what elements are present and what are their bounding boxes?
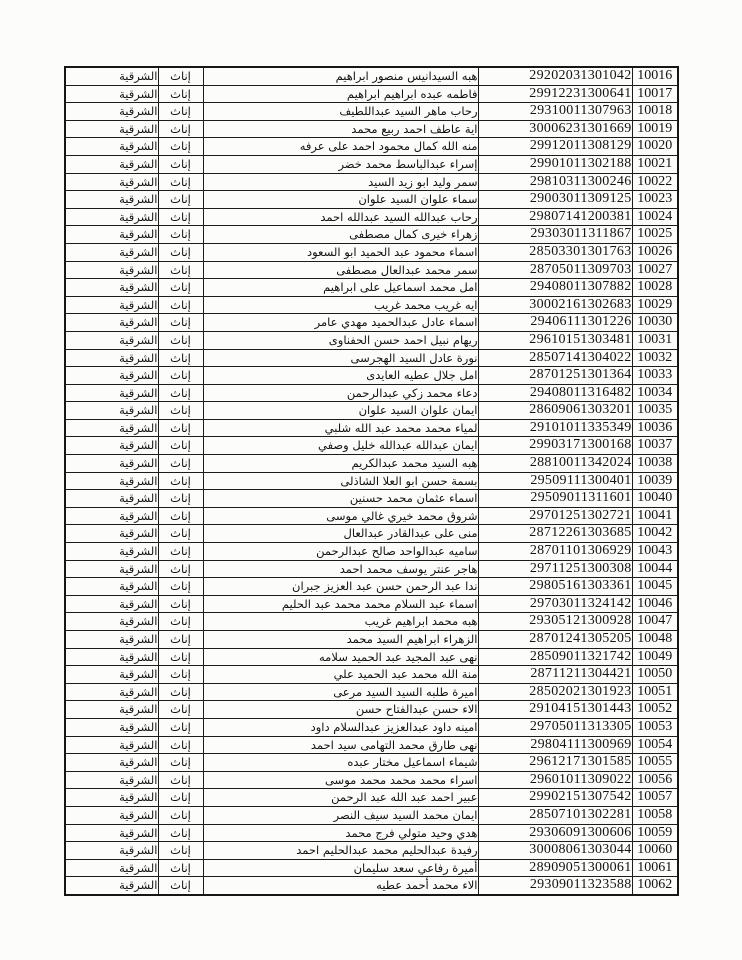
table-row — [65, 191, 678, 209]
name-cell: الزهراء ابراهيم السيد محمد — [203, 631, 478, 649]
region-cell: الشرقية — [65, 155, 158, 173]
table-row — [65, 754, 678, 772]
name-cell: اية عاطف احمد ربيع محمد — [203, 120, 478, 138]
gender-cell: إناث — [158, 279, 203, 297]
name-cell: امينه داود عبدالعزيز عبدالسلام داود — [203, 718, 478, 736]
table-row — [65, 507, 678, 525]
gender-cell: إناث — [158, 367, 203, 385]
name-cell: هبه السيدانيس منصور ابراهيم — [203, 67, 478, 85]
table-row — [65, 437, 678, 455]
serial-cell: 10022 — [632, 173, 678, 191]
table-row — [65, 402, 678, 420]
gender-cell: إناث — [158, 243, 203, 261]
region-cell: الشرقية — [65, 349, 158, 367]
serial-cell: 10042 — [632, 525, 678, 543]
region-cell: الشرقية — [65, 718, 158, 736]
national-id-cell: 29305121300928 — [478, 613, 632, 631]
gender-cell: إناث — [158, 191, 203, 209]
name-cell: منة الله محمد عبد الحميد علي — [203, 666, 478, 684]
gender-cell: إناث — [158, 859, 203, 877]
name-cell: رحاب عبدالله السيد عبدالله احمد — [203, 208, 478, 226]
gender-cell: إناث — [158, 842, 203, 860]
gender-cell: إناث — [158, 208, 203, 226]
serial-cell: 10044 — [632, 560, 678, 578]
gender-cell: إناث — [158, 419, 203, 437]
name-cell: الاء حسن عبدالفتاح حسن — [203, 701, 478, 719]
table-row — [65, 208, 678, 226]
region-cell: الشرقية — [65, 631, 158, 649]
serial-cell: 10043 — [632, 543, 678, 561]
table-row — [65, 648, 678, 666]
serial-cell: 10018 — [632, 103, 678, 121]
name-cell: ساميه عبدالواحد صالح عبدالرحمن — [203, 543, 478, 561]
roster-table — [64, 66, 679, 896]
serial-cell: 10028 — [632, 279, 678, 297]
table-row — [65, 243, 678, 261]
gender-cell: إناث — [158, 631, 203, 649]
national-id-cell: 28701251301364 — [478, 367, 632, 385]
name-cell: شيماء اسماعيل مختار عبده — [203, 754, 478, 772]
region-cell: الشرقية — [65, 877, 158, 895]
national-id-cell: 28509011321742 — [478, 648, 632, 666]
gender-cell: إناث — [158, 490, 203, 508]
table-row — [65, 877, 678, 895]
region-cell: الشرقية — [65, 859, 158, 877]
serial-cell: 10024 — [632, 208, 678, 226]
table-row — [65, 314, 678, 332]
serial-cell: 10034 — [632, 384, 678, 402]
table-row — [65, 613, 678, 631]
national-id-cell: 29612171301585 — [478, 754, 632, 772]
table-row — [65, 138, 678, 156]
gender-cell: إناث — [158, 138, 203, 156]
region-cell: الشرقية — [65, 103, 158, 121]
gender-cell: إناث — [158, 437, 203, 455]
name-cell: نورة عادل السيد الهجرسى — [203, 349, 478, 367]
serial-cell: 10060 — [632, 842, 678, 860]
serial-cell: 10020 — [632, 138, 678, 156]
region-cell: الشرقية — [65, 279, 158, 297]
name-cell: اسماء عادل عبدالحميد مهدي عامر — [203, 314, 478, 332]
gender-cell: إناث — [158, 718, 203, 736]
serial-cell: 10046 — [632, 595, 678, 613]
gender-cell: إناث — [158, 155, 203, 173]
national-id-cell: 29805161303361 — [478, 578, 632, 596]
serial-cell: 10057 — [632, 789, 678, 807]
national-id-cell: 28609061303201 — [478, 402, 632, 420]
region-cell: الشرقية — [65, 683, 158, 701]
national-id-cell: 29703011324142 — [478, 595, 632, 613]
gender-cell: إناث — [158, 701, 203, 719]
name-cell: ندا عبد الرحمن حسن عبد العزيز جبران — [203, 578, 478, 596]
gender-cell: إناث — [158, 877, 203, 895]
national-id-cell: 28909051300061 — [478, 859, 632, 877]
gender-cell: إناث — [158, 595, 203, 613]
national-id-cell: 29101011335349 — [478, 419, 632, 437]
table-row — [65, 349, 678, 367]
gender-cell: إناث — [158, 666, 203, 684]
national-id-cell: 28701241305205 — [478, 631, 632, 649]
gender-cell: إناث — [158, 103, 203, 121]
name-cell: نهى طارق محمد التهامى سيد احمد — [203, 736, 478, 754]
national-id-cell: 28711211304421 — [478, 666, 632, 684]
name-cell: ايمان علوان السيد علوان — [203, 402, 478, 420]
gender-cell: إناث — [158, 560, 203, 578]
table-row — [65, 578, 678, 596]
table-row — [65, 824, 678, 842]
table-row — [65, 736, 678, 754]
region-cell: الشرقية — [65, 419, 158, 437]
national-id-cell: 29104151301443 — [478, 701, 632, 719]
gender-cell: إناث — [158, 173, 203, 191]
table-row — [65, 455, 678, 473]
gender-cell: إناث — [158, 507, 203, 525]
national-id-cell: 29810311300246 — [478, 173, 632, 191]
name-cell: نهى عبد المجيد عبد الحميد سلامه — [203, 648, 478, 666]
serial-cell: 10021 — [632, 155, 678, 173]
region-cell: الشرقية — [65, 543, 158, 561]
table-row — [65, 806, 678, 824]
national-id-cell: 29903171300168 — [478, 437, 632, 455]
region-cell: الشرقية — [65, 455, 158, 473]
region-cell: الشرقية — [65, 384, 158, 402]
region-cell: الشرقية — [65, 437, 158, 455]
table-row — [65, 718, 678, 736]
region-cell: الشرقية — [65, 507, 158, 525]
serial-cell: 10030 — [632, 314, 678, 332]
region-cell: الشرقية — [65, 472, 158, 490]
gender-cell: إناث — [158, 314, 203, 332]
national-id-cell: 29701251302721 — [478, 507, 632, 525]
name-cell: اسماء عبد السلام محمد محمد عبد الحليم — [203, 595, 478, 613]
gender-cell: إناث — [158, 261, 203, 279]
table-row — [65, 120, 678, 138]
national-id-cell: 28701101306929 — [478, 543, 632, 561]
gender-cell: إناث — [158, 613, 203, 631]
name-cell: الاء محمد أحمد عطيه — [203, 877, 478, 895]
table-row — [65, 173, 678, 191]
table-row — [65, 789, 678, 807]
table-row — [65, 595, 678, 613]
gender-cell: إناث — [158, 736, 203, 754]
region-cell: الشرقية — [65, 842, 158, 860]
name-cell: اميرة طلبه السيد السيد مرعى — [203, 683, 478, 701]
gender-cell: إناث — [158, 683, 203, 701]
region-cell: الشرقية — [65, 525, 158, 543]
national-id-cell: 29912231300641 — [478, 85, 632, 103]
region-cell: الشرقية — [65, 367, 158, 385]
name-cell: ايمان محمد السيد سيف النصر — [203, 806, 478, 824]
serial-cell: 10039 — [632, 472, 678, 490]
national-id-cell: 29610151303481 — [478, 331, 632, 349]
table-row — [65, 543, 678, 561]
region-cell: الشرقية — [65, 331, 158, 349]
name-cell: هاجر عنتر يوسف محمد احمد — [203, 560, 478, 578]
region-cell: الشرقية — [65, 191, 158, 209]
name-cell: فاطمه عبده ابراهيم ابراهيم — [203, 85, 478, 103]
region-cell: الشرقية — [65, 824, 158, 842]
gender-cell: إناث — [158, 754, 203, 772]
table-row — [65, 67, 678, 85]
gender-cell: إناث — [158, 648, 203, 666]
national-id-cell: 29003011309125 — [478, 191, 632, 209]
serial-cell: 10031 — [632, 331, 678, 349]
name-cell: إسراء عبدالباسط محمد خضر — [203, 155, 478, 173]
region-cell: الشرقية — [65, 613, 158, 631]
national-id-cell: 29408011316482 — [478, 384, 632, 402]
name-cell: شروق محمد خيري غالي موسى — [203, 507, 478, 525]
table-row — [65, 525, 678, 543]
name-cell: عبير احمد عبد الله عبد الرحمن — [203, 789, 478, 807]
serial-cell: 10054 — [632, 736, 678, 754]
table-row — [65, 367, 678, 385]
serial-cell: 10053 — [632, 718, 678, 736]
region-cell: الشرقية — [65, 243, 158, 261]
serial-cell: 10050 — [632, 666, 678, 684]
gender-cell: إناث — [158, 226, 203, 244]
region-cell: الشرقية — [65, 754, 158, 772]
national-id-cell: 29807141200381 — [478, 208, 632, 226]
national-id-cell: 29303011311867 — [478, 226, 632, 244]
table-row — [65, 472, 678, 490]
name-cell: ايمان عبدالله عبدالله خليل وصفي — [203, 437, 478, 455]
national-id-cell: 29902151307542 — [478, 789, 632, 807]
name-cell: سمر محمد عبدالعال مصطفى — [203, 261, 478, 279]
gender-cell: إناث — [158, 806, 203, 824]
gender-cell: إناث — [158, 331, 203, 349]
table-row — [65, 859, 678, 877]
region-cell: الشرقية — [65, 701, 158, 719]
table-row — [65, 103, 678, 121]
serial-cell: 10032 — [632, 349, 678, 367]
national-id-cell: 30002161302683 — [478, 296, 632, 314]
gender-cell: إناث — [158, 824, 203, 842]
national-id-cell: 29306091300606 — [478, 824, 632, 842]
region-cell: الشرقية — [65, 138, 158, 156]
gender-cell: إناث — [158, 384, 203, 402]
table-row — [65, 296, 678, 314]
serial-cell: 10025 — [632, 226, 678, 244]
national-id-cell: 28507101302281 — [478, 806, 632, 824]
serial-cell: 10047 — [632, 613, 678, 631]
gender-cell: إناث — [158, 67, 203, 85]
national-id-cell: 28712261303685 — [478, 525, 632, 543]
national-id-cell: 30008061303044 — [478, 842, 632, 860]
national-id-cell: 29601011309022 — [478, 771, 632, 789]
table-row — [65, 331, 678, 349]
serial-cell: 10058 — [632, 806, 678, 824]
name-cell: زهراء خيرى كمال مصطفى — [203, 226, 478, 244]
gender-cell: إناث — [158, 543, 203, 561]
table-row — [65, 419, 678, 437]
national-id-cell: 29408011307882 — [478, 279, 632, 297]
roster-table-body — [65, 67, 678, 895]
national-id-cell: 29711251300308 — [478, 560, 632, 578]
name-cell: امل محمد اسماعيل على ابراهيم — [203, 279, 478, 297]
region-cell: الشرقية — [65, 736, 158, 754]
serial-cell: 10023 — [632, 191, 678, 209]
gender-cell: إناث — [158, 789, 203, 807]
region-cell: الشرقية — [65, 67, 158, 85]
serial-cell: 10061 — [632, 859, 678, 877]
table-row — [65, 261, 678, 279]
table-row — [65, 771, 678, 789]
table-row — [65, 279, 678, 297]
gender-cell: إناث — [158, 402, 203, 420]
region-cell: الشرقية — [65, 806, 158, 824]
gender-cell: إناث — [158, 578, 203, 596]
gender-cell: إناث — [158, 525, 203, 543]
name-cell: هدي وحيد متولي فرج محمد — [203, 824, 478, 842]
serial-cell: 10049 — [632, 648, 678, 666]
name-cell: منى على عبدالقادر عبدالعال — [203, 525, 478, 543]
serial-cell: 10062 — [632, 877, 678, 895]
serial-cell: 10041 — [632, 507, 678, 525]
table-row — [65, 701, 678, 719]
name-cell: ايه غريب محمد غريب — [203, 296, 478, 314]
serial-cell: 10026 — [632, 243, 678, 261]
serial-cell: 10038 — [632, 455, 678, 473]
national-id-cell: 29310011307963 — [478, 103, 632, 121]
national-id-cell: 29705011313305 — [478, 718, 632, 736]
name-cell: اسراء محمد محمد محمد موسى — [203, 771, 478, 789]
national-id-cell: 28503301301763 — [478, 243, 632, 261]
national-id-cell: 28507141304022 — [478, 349, 632, 367]
table-row — [65, 683, 678, 701]
national-id-cell: 28810011342024 — [478, 455, 632, 473]
national-id-cell: 29901011302188 — [478, 155, 632, 173]
serial-cell: 10040 — [632, 490, 678, 508]
name-cell: ريهام نبيل احمد حسن الحفناوى — [203, 331, 478, 349]
region-cell: الشرقية — [65, 789, 158, 807]
table-row — [65, 155, 678, 173]
national-id-cell: 29912011308129 — [478, 138, 632, 156]
national-id-cell: 29509011311601 — [478, 490, 632, 508]
national-id-cell: 28705011309703 — [478, 261, 632, 279]
table-row — [65, 631, 678, 649]
name-cell: دعاء محمد زكي عبدالرحمن — [203, 384, 478, 402]
serial-cell: 10027 — [632, 261, 678, 279]
table-row — [65, 384, 678, 402]
region-cell: الشرقية — [65, 595, 158, 613]
gender-cell: إناث — [158, 120, 203, 138]
table-row — [65, 842, 678, 860]
name-cell: سماء علوان السيد علوان — [203, 191, 478, 209]
name-cell: اسماء عثمان محمد حسنين — [203, 490, 478, 508]
name-cell: هبه السيد محمد عبدالكريم — [203, 455, 478, 473]
serial-cell: 10035 — [632, 402, 678, 420]
region-cell: الشرقية — [65, 261, 158, 279]
national-id-cell: 29406111301226 — [478, 314, 632, 332]
serial-cell: 10059 — [632, 824, 678, 842]
region-cell: الشرقية — [65, 560, 158, 578]
serial-cell: 10048 — [632, 631, 678, 649]
region-cell: الشرقية — [65, 226, 158, 244]
national-id-cell: 29309011323588 — [478, 877, 632, 895]
name-cell: لمياء محمد محمد عبد الله شلبي — [203, 419, 478, 437]
serial-cell: 10019 — [632, 120, 678, 138]
gender-cell: إناث — [158, 296, 203, 314]
name-cell: هبه محمد ابراهيم غريب — [203, 613, 478, 631]
serial-cell: 10056 — [632, 771, 678, 789]
serial-cell: 10036 — [632, 419, 678, 437]
table-row — [65, 666, 678, 684]
gender-cell: إناث — [158, 349, 203, 367]
serial-cell: 10017 — [632, 85, 678, 103]
name-cell: اسماء محمود عبد الحميد ابو السعود — [203, 243, 478, 261]
national-id-cell: 28502021301923 — [478, 683, 632, 701]
name-cell: منه الله كمال محمود احمد على عرفه — [203, 138, 478, 156]
name-cell: رحاب ماهر السيد عبداللطيف — [203, 103, 478, 121]
serial-cell: 10045 — [632, 578, 678, 596]
table-row — [65, 490, 678, 508]
national-id-cell: 29509111300401 — [478, 472, 632, 490]
national-id-cell: 29202031301042 — [478, 67, 632, 85]
region-cell: الشرقية — [65, 490, 158, 508]
gender-cell: إناث — [158, 472, 203, 490]
serial-cell: 10055 — [632, 754, 678, 772]
region-cell: الشرقية — [65, 120, 158, 138]
name-cell: بسمة حسن ابو العلا الشاذلى — [203, 472, 478, 490]
region-cell: الشرقية — [65, 666, 158, 684]
region-cell: الشرقية — [65, 173, 158, 191]
table-row — [65, 560, 678, 578]
gender-cell: إناث — [158, 771, 203, 789]
serial-cell: 10016 — [632, 67, 678, 85]
region-cell: الشرقية — [65, 208, 158, 226]
name-cell: أميرة رفاعي سعد سليمان — [203, 859, 478, 877]
region-cell: الشرقية — [65, 648, 158, 666]
table-row — [65, 85, 678, 103]
region-cell: الشرقية — [65, 578, 158, 596]
name-cell: سمر وليد ابو زيد السيد — [203, 173, 478, 191]
region-cell: الشرقية — [65, 296, 158, 314]
serial-cell: 10051 — [632, 683, 678, 701]
name-cell: رفيدة عبدالحليم محمد عبدالحليم احمد — [203, 842, 478, 860]
serial-cell: 10033 — [632, 367, 678, 385]
table-row — [65, 226, 678, 244]
national-id-cell: 30006231301669 — [478, 120, 632, 138]
region-cell: الشرقية — [65, 402, 158, 420]
region-cell: الشرقية — [65, 771, 158, 789]
serial-cell: 10052 — [632, 701, 678, 719]
serial-cell: 10029 — [632, 296, 678, 314]
gender-cell: إناث — [158, 455, 203, 473]
region-cell: الشرقية — [65, 314, 158, 332]
region-cell: الشرقية — [65, 85, 158, 103]
gender-cell: إناث — [158, 85, 203, 103]
name-cell: امل جلال عطيه العايدى — [203, 367, 478, 385]
national-id-cell: 29804111300969 — [478, 736, 632, 754]
serial-cell: 10037 — [632, 437, 678, 455]
